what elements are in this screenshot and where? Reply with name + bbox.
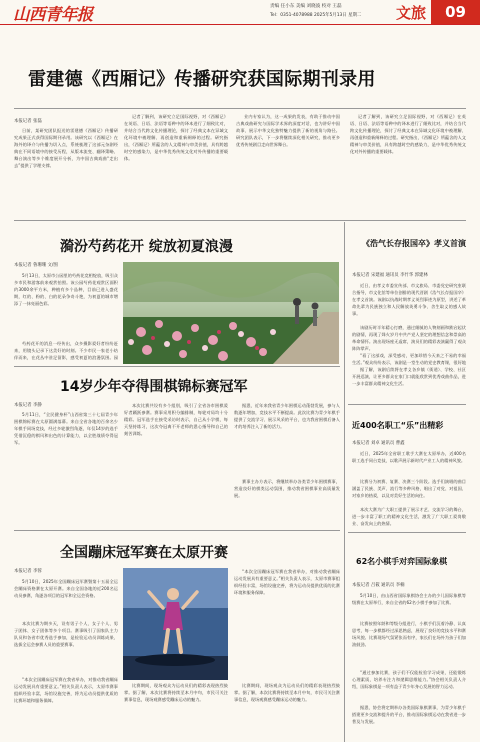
lead-byline: 本报记者 张磊 xyxy=(14,119,42,124)
trampoline-paragraph: “本次全国蹦床冠军赛在我省举办，对推动我省蹦床运动发展具有重要意义。”相关负责人表示，太原市赛事组织经验丰富，场馆设施完善，将为运动员提供优质的比赛环境和服务保障。 xyxy=(14,677,118,703)
peony-garden-image xyxy=(123,262,339,364)
trampoline-byline: 本报记者 李蓉 xyxy=(14,569,42,574)
drama-paragraph: 近日，由孝义市委宣传部、市文旅局、市委党史研究室联合指导，市文化馆等单位创排的现代晋剧《浩气长存报国卒》在孝义首演。该剧以抗战时期孝义英烈事迹为原型，讲述了革命先辈为民族独立和人民解放英勇斗争、舍生取义的感人故事。 xyxy=(352,283,466,316)
contact-line: Tel：0351-4078988 2025年5月13日 星期二 xyxy=(270,13,362,18)
lead-headline: 雷建德《西厢记》传播研究获国际期刊录用 xyxy=(28,69,376,90)
section-divider xyxy=(348,404,466,405)
right-col-divider xyxy=(344,222,345,742)
lead-paragraph: 记者了解到，该研究立足国际视野，对《西厢记》在英语、日语、法语等语种中的译本进行了细致比对，并结合当代跨文化传播理论，探讨了经典文本在异域文化环境中被理解、再创造和重新阐释的过程。研究指出，《西厢记》所蕴含的人文精神与审美价值，具有跨越时空的感染力，是中华优秀传统文化对外传播的重要载体。 xyxy=(124,114,228,161)
drama-byline: 本报记者 宋建福 通讯员 李竹华 郭建林 xyxy=(352,273,428,278)
skate-byline: 本报记者 吕筱 通讯员 李楠 xyxy=(352,583,405,588)
bnb-paragraph: 近日，2025年全省职工歌手大赛在太原举办，近400名职工选手同台竞技，以歌声展示新时代产业工人的精神风貌。 xyxy=(352,451,466,463)
lead-rule xyxy=(14,108,466,109)
section-divider xyxy=(14,366,340,367)
newspaper-logo: 山西青年报 xyxy=(13,5,93,24)
drama-paragraph: 据了解，该剧后续将在孝义各乡镇（街道）、学校、社区开展巡演，让更多群众在家门口就能欣赏到优秀戏曲作品，进一步丰富群众精神文化生活。 xyxy=(352,367,466,386)
page-number: 09 xyxy=(431,0,480,24)
trampoline-athlete-image xyxy=(123,568,228,680)
drama-headline: 《浩气长存报国卒》孝义首演 xyxy=(362,239,466,248)
skate-paragraph: 5月10日，由山西省国际象棋协会主办的少儿国际象棋等级赛在太原举行，来自全省的62名小棋手参加了比赛。 xyxy=(352,593,466,605)
bnb-paragraph: 比赛分为初赛、复赛、决赛三个阶段。选手们演唱的曲目涵盖了民族、美声、流行等多种风格，唱出了对党、对祖国、对家乡的热爱，以及对美好生活的向往。 xyxy=(352,479,466,498)
peony-paragraph: 5月13日，太原市公园里的芍药花竞相绽放，吸引众多市民和游客前来观赏拍照。该公园芍药花观赏区面积约3000余平方米，种植有多个品种，目前已进入盛花期，红的、粉的、白的花朵争奇斗艳，为初夏的城市增添了一抹亮丽色彩。 xyxy=(14,273,118,306)
editor-line: 责编 任小东 美编 刘晓波 校对 王磊 xyxy=(270,4,342,9)
go-byline: 本报记者 李静 xyxy=(14,403,42,408)
skate-headline: 62名小棋手对弈国际象棋 xyxy=(356,557,448,566)
drama-paragraph: “看了这部戏，深受感动，更加珍惜今天来之不易的幸福生活。”观众纷纷表示，该剧是一堂生动的党史教育课，很好地 xyxy=(352,353,466,365)
go-paragraph: 据悉，近年来我省青少年围棋运动蓬勃发展，参与人数逐年增加，竞技水平不断提高。此次比赛为青少年棋手提供了交流学习、展示风采的平台，也为我省围棋后备人才的培养注入了新的活力。 xyxy=(234,403,340,429)
trampoline-headline: 全国蹦床冠军赛在太原开赛 xyxy=(60,545,228,561)
trampoline-paragraph: 比赛期间，现场观众为运动员们的精彩表现热烈鼓掌。据了解，本次比赛将持续至本月中旬，市民可关注赛事信息，现场观赛感受蹦床运动的魅力。 xyxy=(124,683,228,702)
section-divider xyxy=(14,220,466,221)
skate-paragraph: 比赛按照年龄和等级分组进行，小棋手们沉着冷静、认真思考，每一步棋都经过深思熟虑，展现了良好的竞技水平和赛场风貌。比赛现场气氛紧张而有序，家长们在场外为孩子们加油鼓劲。 xyxy=(352,621,466,647)
bnb-headline: 近400名职工“乐”出精彩 xyxy=(352,421,444,430)
peony-byline: 本报记者 鲁珊珊 文/图 xyxy=(14,263,58,268)
trampoline-paragraph: “本次全国蹦床冠军赛在我省举办，对推动我省蹦床运动发展具有重要意义。”相关负责人表示，太原市赛事组织经验丰富，场馆设施完善，将为运动员提供优质的比赛环境和服务保障。 xyxy=(234,569,340,595)
go-paragraph: 本次比赛共设有多个组别，吸引了全省各市围棋爱好者踊跃参赛。赛事采用积分编排制，每轮对局均十分精彩。冠军选手在接受采访时表示，自己从小学棋，每天坚持练习，这次夺冠离不开老师的悉心指导和自己的刻苦训练。 xyxy=(124,403,228,436)
bnb-byline: 本报记者 刘卓 通讯员 曹鑫 xyxy=(352,441,405,446)
masthead-rule xyxy=(0,24,480,25)
section-divider xyxy=(14,530,340,531)
skate-paragraph: “通过参加比赛，孩子们不仅能检验学习成果，还能锻炼心理素质，培养专注力和逻辑思维能力。”协会相关负责人介绍，国际象棋是一项有益于青少年身心发展的智力运动。 xyxy=(352,670,466,689)
section-title: 文旅 xyxy=(396,4,427,22)
peony-paragraph: 芍药花开的消息一经传出，众多摄影爱好者纷纷赶来，用镜头记录下这美好的时刻。不少市民一家老小结伴而来，在花丛中驻足留影，感受初夏的浪漫氛围。园 xyxy=(14,341,118,360)
section-divider xyxy=(348,532,466,533)
trampoline-paragraph: 5月10日，2025年全国蹦床冠军赛暨第十五届全运会蹦床资格赛在太原开赛。来自全国各地的近200名运动员参赛，角逐各项目的冠军和全运会资格。 xyxy=(14,579,118,598)
lead-paragraph: 业内专家认为，这一成果的发表，有助于推动中国古典戏曲研究与国际学术界的深度对话，也为讲好中国故事、展示中华文化独特魅力提供了新的视角与路径。研究团队表示，下一步将继续深化相关研究，推动更多优秀传统剧目走向世界舞台。 xyxy=(236,114,340,147)
peony-photo xyxy=(123,262,339,364)
lead-paragraph: 日前，某研究团队报送的雷建德《西厢记》传播研究成果正式获得国际期刊录用。该研究以《西厢记》在海外的译介与传播为切入点，系统梳理了这部元杂剧经典在不同语境中的接受历程，从版本流变、翻译策略、舞台演出等多个维度展开分析，为中国古典戏曲“走出去”提供了学理支撑。 xyxy=(14,128,118,168)
go-paragraph: 赛事主办方表示，将继续举办各类青少年围棋赛事，营造良好的棋类运动氛围，推动我省围棋事业高质量发展。 xyxy=(234,479,340,498)
bnb-paragraph: 本次大赛为广大职工提供了展示才艺、交流学习的舞台，进一步丰富了职工的精神文化生活，激发了广大职工爱岗敬业、奋发向上的热情。 xyxy=(352,507,466,526)
peony-headline: 漪汾芍药花开 绽放初夏浪漫 xyxy=(60,239,233,255)
drama-paragraph: 该剧历时半年精心打磨，通过细腻的人物刻画和跌宕起伏的剧情，再现了烽火岁月中共产党人坚定的理想信念和崇高的革命情怀。演出现场座无虚席，演员们的精彩表演赢得了观众阵阵掌声。 xyxy=(352,325,466,351)
trampoline-photo xyxy=(123,568,228,680)
trampoline-paragraph: 比赛期间，现场观众为运动员们的精彩表现热烈鼓掌。据了解，本次比赛将持续至本月中旬，市民可关注赛事信息，现场观赛感受蹦床运动的魅力。 xyxy=(234,683,340,702)
trampoline-paragraph: 本次比赛为期多天，设有男子个人、女子个人、男子团体、女子团体等多个项目。赛事吸引了国家队主力队员和各省市优秀选手参加，是检验运动员训练成果、选拔全运会参赛人员的重要赛事。 xyxy=(14,621,118,647)
skate-paragraph: 据悉，协会将定期举办各类国际象棋赛事，为青少年棋手搭建更多交流和提升的平台，推动国际象棋运动在我省进一步普及与发展。 xyxy=(352,705,466,724)
go-paragraph: 5月11日，“全民健身杯”山西省第三十七届青少年围棋锦标赛在太原圆满落幕。来自全省各地的百余名少年棋手同场竞技，经过多轮激烈角逐，年仅14岁的选手凭借沉稳的棋风和出色的计算能力，以全胜战绩夺得冠军。 xyxy=(14,412,118,445)
go-headline: 14岁少年夺得围棋锦标赛冠军 xyxy=(60,379,248,395)
lead-paragraph: 记者了解到，该研究立足国际视野，对《西厢记》在英语、日语、法语等语种中的译本进行了细致比对，并结合当代跨文化传播理论，探讨了经典文本在异域文化环境中被理解、再创造和重新阐释的过程。研究指出，《西厢记》所蕴含的人文精神与审美价值，具有跨越时空的感染力，是中华优秀传统文化对外传播的重要载体。 xyxy=(350,114,466,154)
